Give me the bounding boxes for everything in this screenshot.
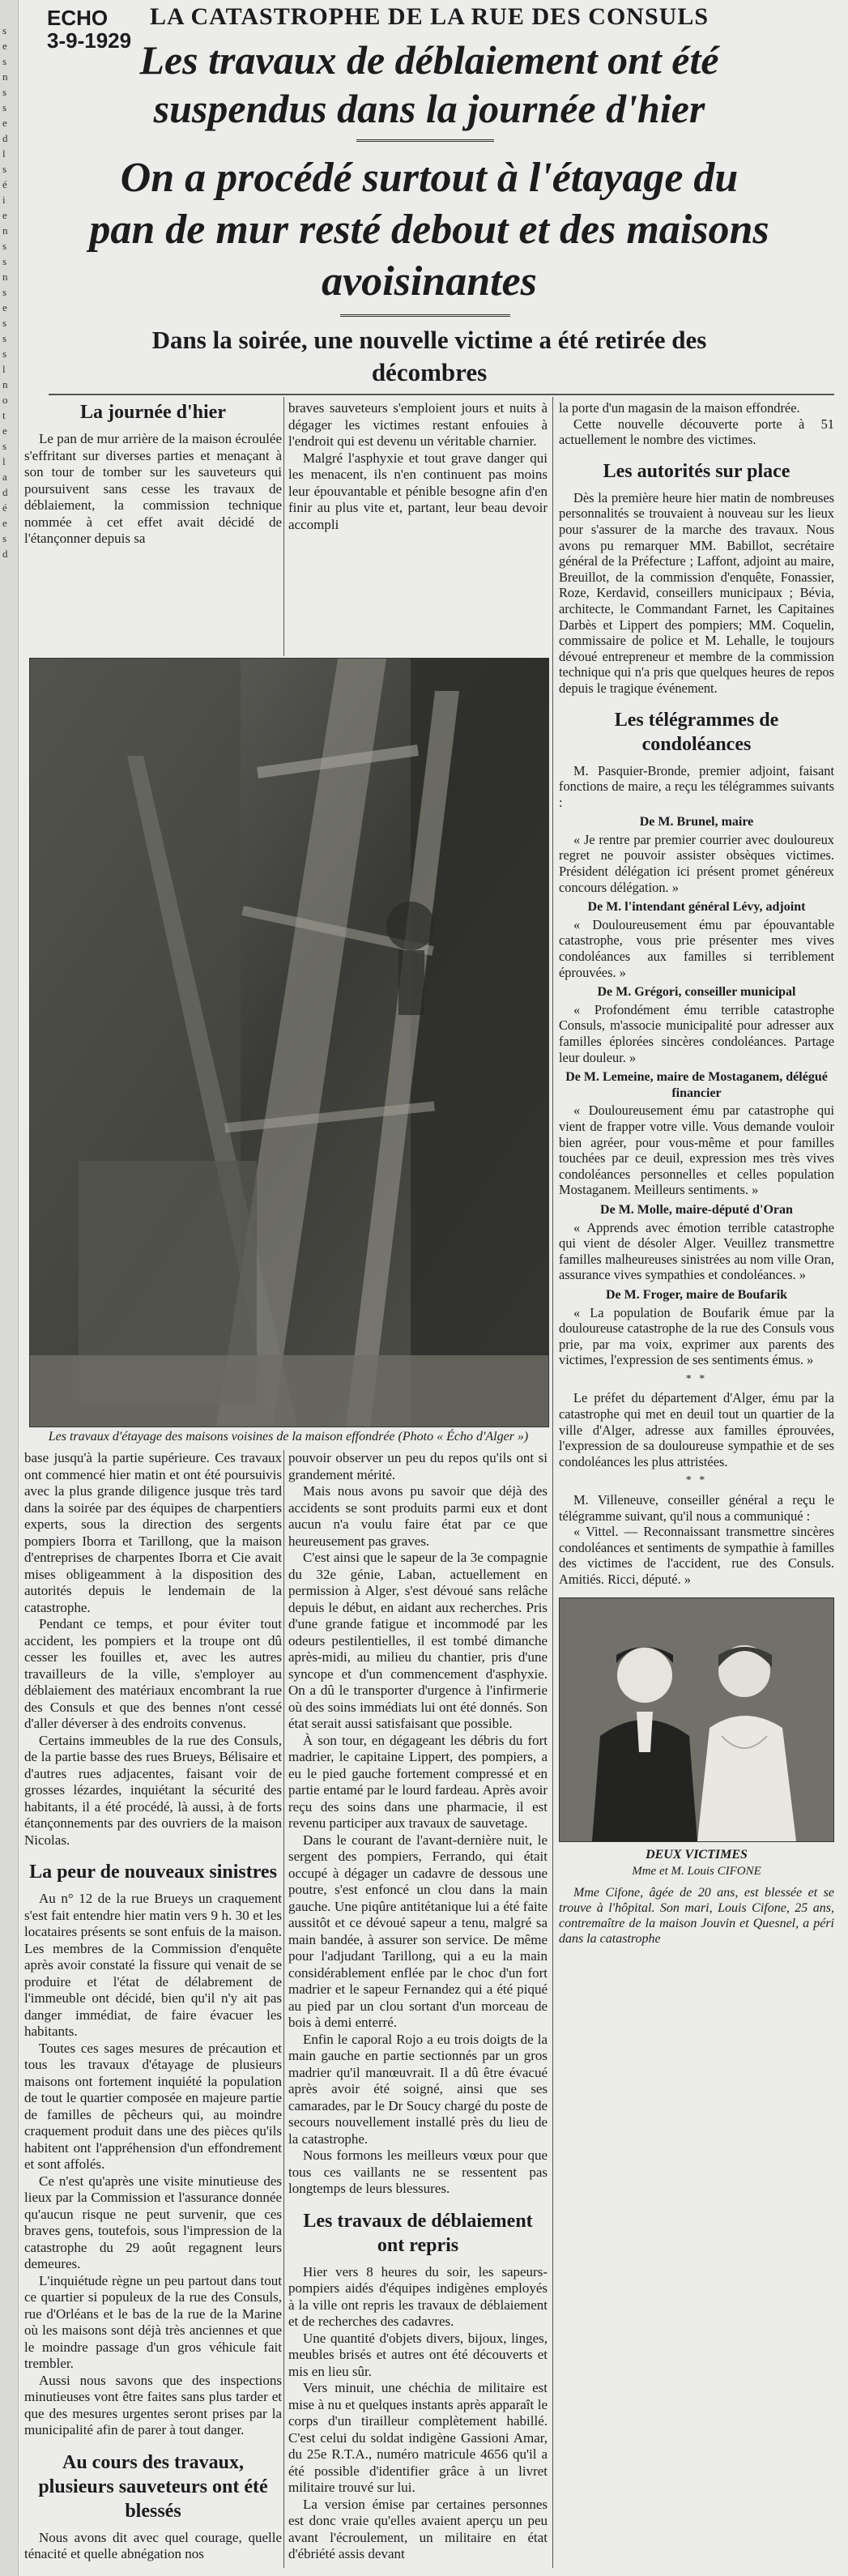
telegram-text: « Profondément ému terrible catastrophe Consuls, m'associe municipalité pour adresser aux familles éplorées sincères condoléances. Partage leur douleur. » [559, 1001, 834, 1065]
paragraph: Aussi nous savons que des inspections minutieuses vont être faites sans plus tarder et que des mesures urgentes seront prises par la municipalité afin de parer à tout danger. [24, 2372, 282, 2437]
paragraph: la porte d'un magasin de la maison effondrée. [559, 400, 800, 416]
photo-caption: Mme Cifone, âgée de 20 ans, est blessée et se trouve à l'hôpital. Son mari, Louis Cifone, 25 ans, contremaître de la maison Jouvin et Quesnel, a péri dans la catastrophe [559, 1885, 834, 1946]
telegram-sender: De M. Brunel, maire [639, 815, 754, 830]
telegram-sender: De M. Froger, maire de Boufarik [605, 1287, 788, 1302]
edge-letter: i [2, 194, 6, 206]
edge-letter: n [2, 70, 8, 83]
section-title: La peur de nouveaux sinistres [29, 1862, 277, 1883]
paragraph: Mais nous avons pu savoir que déjà des accidents se sont produits parmi eux et dont aucun n'a voulu faire état par ce que heureusement pas graves. [288, 1483, 548, 1549]
paragraph: M. Villeneuve, conseiller général a reçu le télégramme suivant, qu'il nous a communiqué : [559, 1492, 834, 1524]
column-2-top [288, 400, 548, 533]
paragraph: Malgré l'asphyxie et tout grave danger qui les menacent, ils n'en continuent pas moins leur épouvantable et pénible besogne afin d'en finir au plus vite et, partant, leur beau devoir accompli [288, 450, 548, 532]
ornament-stars: * * [685, 1474, 708, 1487]
column-1-bottom [24, 1450, 282, 2563]
paragraph: Une quantité d'objets divers, bijoux, linges, meubles brisés et autres ont été découverts et mis en lieu sûr. [288, 2330, 548, 2379]
edge-letter: s [2, 317, 7, 329]
paragraph: Toutes ces sages mesures de précaution et tous les travaux d'étayage de plusieurs maisons ont fortement inquiété la population de tout le quartier composée en majeure partie de familles de pêcheurs qui, au moindre craquement produit dans une des pièces qu'ils habitent ont l'appréhension d'un effondrement et sont affolés. [24, 2040, 282, 2172]
paragraph: Le pan de mur arrière de la maison écroulée s'effritant sur diverses parties et menaçant à son tour de tomber sur les sauveteurs qui poursuivent sans cesse les travaux de déblaiement, la commission technique nommée à cet effet avait décidé de l'étançonner depuis sa [24, 431, 282, 546]
telegram-text: « Douloureusement ému par épouvantable catastrophe, vous prie présenter mes vives condoléances aux familles si terriblement éprouvées. » [559, 916, 834, 980]
photo-title: DEUX VICTIMES [646, 1847, 748, 1862]
victims-portrait-photo [559, 1597, 834, 1842]
separator [340, 314, 510, 323]
edge-letter: d [2, 132, 8, 144]
paragraph: Hier vers 8 heures du soir, les sapeurs-pompiers aidés d'équipes indigènes employés à la ville ont repris les travaux de déblaiement et de recherches des cadavres. [288, 2263, 548, 2329]
paragraph: braves sauveteurs s'emploient jours et nuits à dégager les victimes restant enfouies à l'endroit qui est devenu un véritable charnier. [288, 400, 548, 449]
edge-letter: é [2, 501, 7, 514]
edge-letter: e [2, 301, 7, 313]
column-2-bottom [288, 1450, 548, 2563]
column-3 [559, 400, 834, 1947]
edge-letter: e [2, 117, 7, 129]
edge-letter: d [2, 486, 8, 498]
paragraph: Au n° 12 de la rue Brueys un craquement s'est fait entendre hier matin vers 9 h. 30 et les locataires présents se sont enfuis de la maison. Les membres de la Commission d'enquête après avoir constaté la fissure qui venait de se produire et l'état de délabrement de l'immeuble ont décidé, bien qu'il n'y ait pas danger immédiat, de faire évacuer les habitants. [24, 1891, 282, 2039]
paragraph: Cette nouvelle découverte porte à 51 actuellement le nombre des victimes. [559, 416, 834, 448]
section-rubric: LA CATASTROPHE DE LA RUE DES CONSULS [149, 3, 710, 30]
paper-name: ECHO [47, 6, 109, 30]
telegram-text: « Douloureusement ému par catastrophe qui vient de frapper votre ville. Vous demande vouloir bien agréer, pour vous-même et pour familles touchées par ce deuil, expression mes très vives condoléances personnelles et celles population Mostaganem. Meilleurs sentiments. » [559, 1102, 834, 1198]
rule [49, 394, 834, 395]
telegram-text: « Vittel. — Reconnaissant transmettre sincères condoléances et sentiments de sympathie à familles des victimes de l'accident, rue des Consuls. Amitiés. Ricci, député. » [559, 1524, 834, 1587]
telegram-sender: De M. Molle, maire-député d'Oran [600, 1202, 793, 1217]
paragraph: L'inquiétude règne un peu partout dans tout ce quartier si populeux de la rue des Consuls, rue d'Orléans et le bas de la rue de la Marine où les maisons sont déjà très anciennes et que le moindre passage d'un gros véhicule fait trembler. [24, 2272, 282, 2371]
edge-letter: e [2, 517, 7, 529]
edge-letter: é [2, 178, 7, 190]
edge-letter: s [2, 24, 7, 36]
edge-letter: s [2, 532, 7, 544]
photo-credit: (Photo « Écho d'Alger ») [398, 1430, 529, 1444]
paragraph: Certains immeubles de la rue des Consuls, de la partie basse des rues Brueys, Bélisaire et d'autres rues adjacentes, faisant voir de grosses lézardes, inquiétant la sécurité des habitants, il a été procédé, là aussi, à de forts étançonnements par des ouvriers de la maison Nicolas. [24, 1732, 282, 1848]
paragraph: Ce n'est qu'après une visite minutieuse des lieux par la Commission et l'assurance donnée qu'aucun risque ne peut survenir, que ces braves gens, toutefois, sous l'impression de la catastrophe du 29 août regagnent leurs demeures. [24, 2173, 282, 2271]
paragraph: À son tour, en dégageant les débris du fort madrier, le capitaine Lippert, des pompiers, a eu le pied gauche fortement compressé et en partie entamé par le lourd fardeau. Après avoir reçu des soins dans une pharmacie, il est revenu participer aux travaux de sauvetage. [288, 1732, 548, 1831]
headline-line-3: On a procédé surtout à l'étayage du [120, 155, 739, 201]
paragraph: Nous avons dit avec quel courage, quelle ténacité et quelle abnégation nos [24, 2529, 282, 2561]
paragraph: Enfin le caporal Rojo a eu trois doigts de la main gauche en partie sectionnés par un gros madrier qu'il manœuvrait. Il a dû être évacué après avoir été soigné, ainsi que ses camarades, par le Dr Soucy chargé du poste de secours nouvellement installé près du lieu de la catastrophe. [288, 2031, 548, 2147]
edge-letter: s [2, 332, 7, 344]
ornament-stars: * * [685, 1372, 708, 1385]
scaffolding-photo [29, 658, 549, 1427]
paragraph: C'est ainsi que le sapeur de la 3e compagnie du 32e génie, Laban, actuellement en permission à Alger, s'est dévoué sans relâche depuis le début, en aidant aux recherches. Pris d'une grande fatigue et incommodé par les odeurs pestilentielles, il est tombé dimanche après-midi, au milieu du chantier, pris d'une syncope et d'un commencement d'asphyxie. On a dû le transporter d'urgence à l'infirmerie où des soins immédiats lui ont été donnés. Son état serait aussi satisfaisant que possible. [288, 1550, 548, 1731]
section-title: Les télégrammes de condoléances [614, 709, 779, 755]
paragraph: pouvoir observer un peu du repos qu'ils ont si grandement mérité. [288, 1450, 548, 1482]
separator [356, 139, 494, 148]
headline-line-5: avoisinantes [322, 258, 537, 305]
edge-letter: s [2, 440, 7, 452]
photo-caption [29, 1429, 548, 1445]
column-rule [552, 397, 553, 2568]
paragraph: Dans le courant de l'avant-dernière nuit, le sergent des pompiers, Ferrando, qui était occupé à dégager un cadavre de dessous une poutre, s'est enfoncé un clou dans la main gauche. Une piqûre antitétanique lui a été faite aussitôt et ce dévoué sapeur a tenu, malgré sa main bandée, à assurer son service. De même pour l'adjudant Tarillong, qui a eu la main considérablement enflée par le choc d'un fort madrier et le sapeur Fernandez qui a été piqué au pied par un clou sortant d'un morceau de bois à demi enterré. [288, 1832, 548, 2030]
telegram-sender: De M. l'intendant général Lévy, adjoint [587, 900, 806, 915]
edge-letter: s [2, 55, 7, 67]
section-title: Au cours des travaux, plusieurs sauveteurs ont été blessés [38, 2451, 268, 2522]
edge-letter: s [2, 240, 7, 252]
caption-text: Les travaux d'étayage des maisons voisines de la maison effondrée [48, 1430, 395, 1444]
telegram-sender: De M. Lemeine, maire de Mostaganem, délégué financier [565, 1070, 828, 1100]
edge-letter: n [2, 271, 8, 283]
paragraph: La version émise par certaines personnes est donc vraie qu'elles avaient aperçu un peu avant l'écroulement, un militaire en état d'ébriété assis devant [288, 2496, 548, 2561]
edge-letter: e [2, 209, 7, 221]
edge-letter: s [2, 286, 7, 298]
telegram-text: « Apprends avec émotion terrible catastrophe qui vient de désoler Alger. Veuillez transmettre familles malheureuses sinistrées au nom ville Oran, assurance vives sympathies et condoléances. » [559, 1219, 834, 1283]
edge-letter: s [2, 348, 7, 360]
edge-letter: s [2, 255, 7, 267]
paragraph: Le préfet du département d'Alger, ému par la catastrophe qui met en deuil tout un quartier de la ville d'Alger, adresse aux familles éprouvées, l'expression de sa douloureuse sympathie et de ses condoléances les plus attristées. [559, 1390, 834, 1469]
page-edge-strip [0, 0, 19, 2576]
subheadline: Dans la soirée, une nouvelle victime a été retirée des décombres [151, 326, 707, 386]
paper-date: 3-9-1929 [47, 28, 132, 53]
section-title: Les autorités sur place [603, 460, 790, 482]
telegram-text: « Je rentre par premier courrier avec douloureux regret ne pouvoir assister obsèques victimes. Président délégation ici présent promet généreux concours délégation. » [559, 831, 834, 895]
paragraph: base jusqu'à la partie supérieure. Ces travaux ont commencé hier matin et ont été poursuivis avec la plus grande diligence jusque très tard dans la soirée par des équipes de charpentiers experts, sous la direction des sergents pompiers Iborra et Tarillong, que la maison d'entreprises de charpentes Iborra et Cie avait mises obligeamment à la disposition des autorités depuis le lendemain de la catastrophe. [24, 1450, 282, 1615]
telegram-text: « La population de Boufarik émue par la douloureuse catastrophe de la rue des Consuls vous prie, par ma voix, exprimer aux parents des victimes, l'expression de ses sentiments émus. » [559, 1304, 834, 1368]
headline-line-4: pan de mur resté debout et des maisons [89, 207, 769, 253]
edge-letter: a [2, 471, 7, 483]
edge-letter: l [2, 455, 6, 467]
paragraph: Vers minuit, une chéchia de militaire est mise à nu et quelques instants après apparaît le corps d'un tirailleur complètement habillé. C'est celui du soldat indigène Gassioni Amar, du 25e R.T.A., numéro matricule 4656 qu'il a été possible d'identifier grâce à un livret militaire trouvé sur lui. [288, 2380, 548, 2495]
edge-letter: s [2, 163, 7, 175]
edge-letter: e [2, 40, 7, 52]
edge-letter: l [2, 147, 6, 160]
headline-line-1: Les travaux de déblaiement ont été [139, 37, 719, 83]
telegram-sender: De M. Grégori, conseiller municipal [597, 985, 796, 1000]
edge-letter: o [2, 394, 8, 406]
photo-names: Mme et M. Louis CIFONE [632, 1865, 761, 1879]
section-title: La journée d'hier [80, 402, 226, 423]
edge-letter: n [2, 224, 8, 237]
edge-letter: d [2, 548, 8, 560]
headline-line-2: suspendus dans la journée d'hier [153, 86, 705, 131]
section-title: Les travaux de déblaiement ont repris [303, 2210, 533, 2256]
edge-letter: s [2, 101, 7, 113]
edge-letter: t [2, 409, 6, 421]
paragraph: Dès la première heure hier matin de nombreuses personnalités se trouvaient à nouveau sur les lieux pour s'assurer de la marche des travaux. Nous avons pu remarquer MM. Babillot, secrétaire général de la Préfecture ; Laffont, adjoint au maire, Breuillot, de la commission d'enquête, Fonassier, Roze, Kerdavid, conseillers municipaux ; Bévia, architecte, le Commandant Farnet, les Capitaines Darbès et Lippert des pompiers; MM. Coquelin, commissaire de police et M. Lehalle, le toujours dévoué entrepreneur et membre de la commission technique qui n'a pris que quelques heures de repos depuis le tragique événement. [559, 489, 834, 696]
paragraph: Nous formons les meilleurs vœux pour que tous ces vaillants ne se ressentent pas longtemps de leurs blessures. [288, 2147, 548, 2196]
column-1-top [24, 399, 282, 548]
edge-letter: n [2, 378, 8, 390]
column-rule [283, 397, 284, 656]
paragraph: Pendant ce temps, et pour éviter tout accident, les pompiers et la troupe ont dû cesser les fouilles et, avec les autres travailleurs de la ville, s'employer au déblaiement des matériaux encombrant la rue des Consuls et que des bennes n'ont cessé d'aller déverser à des endroits convenus. [24, 1616, 282, 1731]
edge-letter: s [2, 86, 7, 98]
column-rule [283, 1450, 284, 2568]
edge-letter: l [2, 363, 6, 375]
edge-letter: e [2, 424, 7, 437]
paragraph: M. Pasquier-Bronde, premier adjoint, faisant fonctions de maire, a reçu les télégrammes suivants : [559, 762, 834, 810]
